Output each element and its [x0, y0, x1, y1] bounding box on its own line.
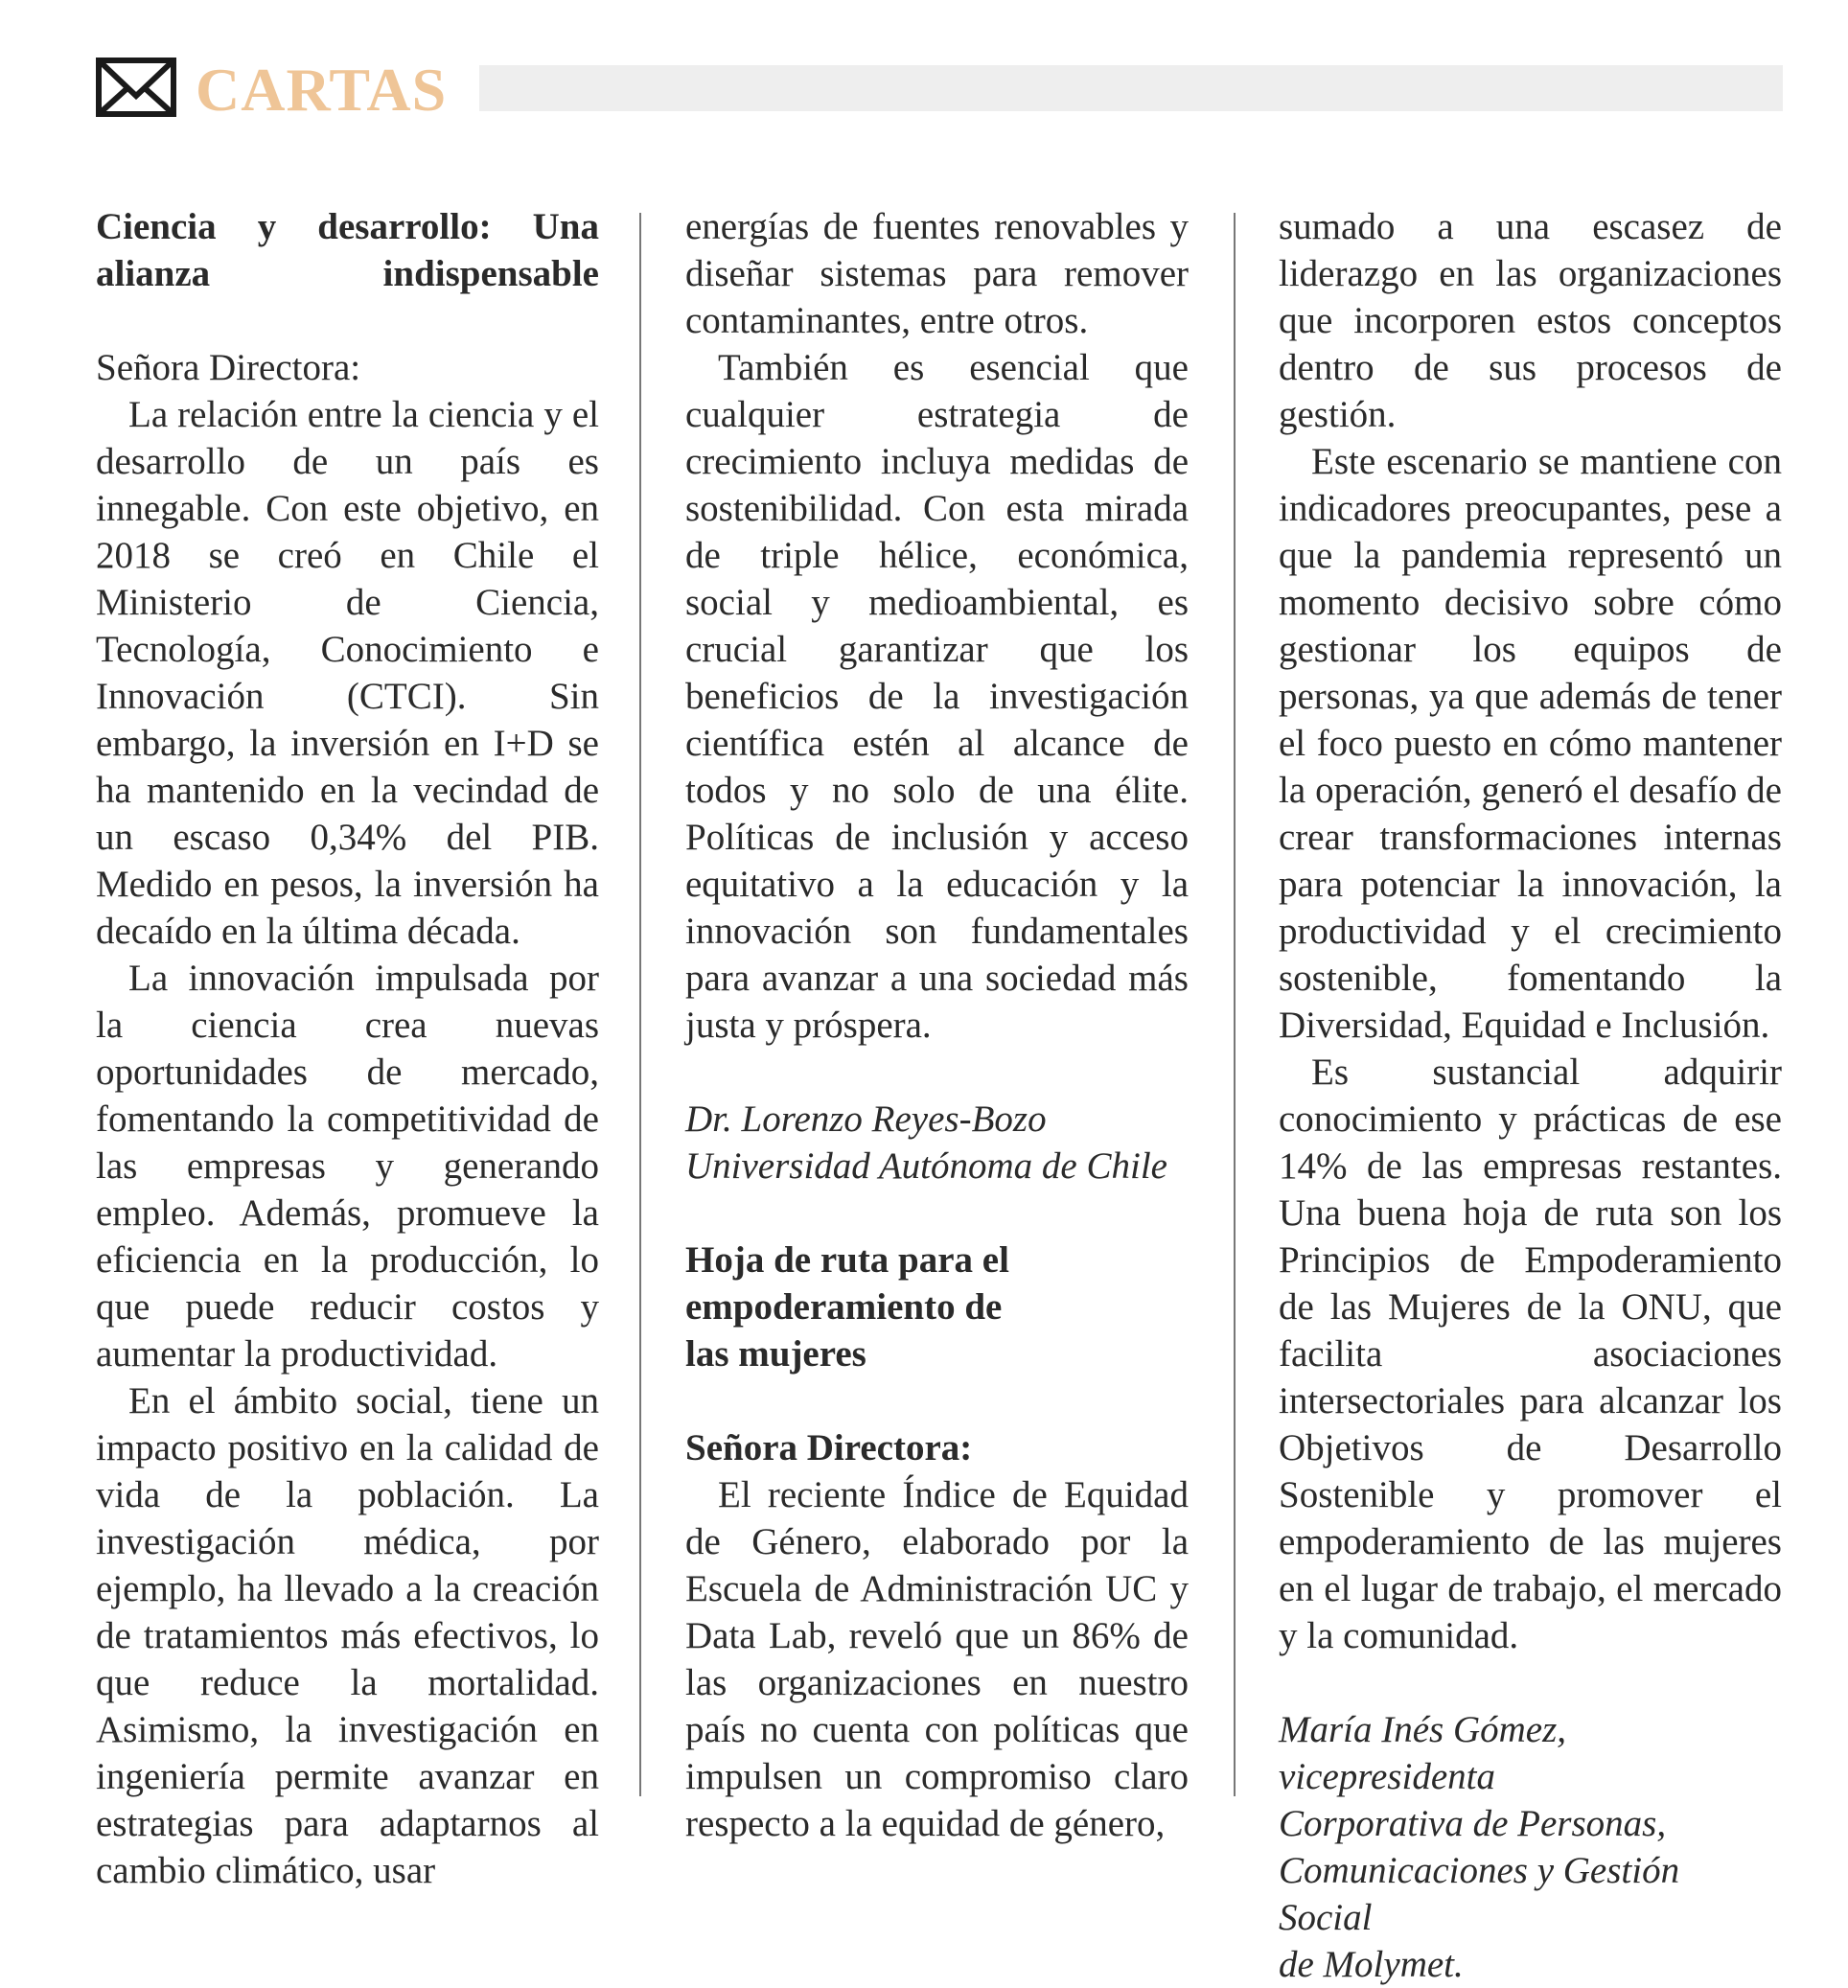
- column-1: [96, 203, 599, 1894]
- letter-2-paragraph: Es sustancial adquirir conocimiento y prácticas de ese 14% de las empresas restantes. Una buena hoja de ruta son los Principios de Empoderamiento de las Mujeres de la ONU, que facilita asociaciones intersectoriales para alcanzar los Objetivos de Desarrollo Sostenible y promover el empoderamiento de las mujeres en el lugar de trabajo, el mercado y la comunidad.: [1279, 1052, 1782, 1656]
- letter-2-title: Hoja de ruta para el empoderamiento de las mujeres: [685, 1239, 1009, 1375]
- letter-1-paragraph: La innovación impulsada por la ciencia crea nuevas oportunidades de mercado, fomentando la competitividad de las empresas y generando empleo. Además, promueve la eficiencia en la producción, lo que puede reducir costos y aumentar la productividad.: [96, 958, 599, 1375]
- letter-1-paragraph: También es esencial que cualquier estrategia de crecimiento incluya medidas de sostenibilidad. Con esta mirada de triple hélice, económica, social y medioambiental, es crucial garantizar que los beneficios de la investigación científica estén al alcance de todos y no solo de una élite. Políticas de inclusión y acceso equitativo a la educación y la innovación son fundamentales para avanzar a una sociedad más justa y próspera.: [685, 347, 1189, 1046]
- letter-1-paragraph-continued: energías de fuentes renovables y diseñar sistemas para remover contaminantes, entre otros.: [685, 206, 1189, 341]
- section-title: CARTAS: [196, 56, 448, 124]
- column-rule: [639, 213, 641, 1796]
- letter-1-title: Ciencia y desarrollo: Una alianza indispensable: [96, 206, 599, 294]
- envelope-icon: [96, 58, 176, 117]
- letter-1-affiliation: Universidad Autónoma de Chile: [685, 1145, 1167, 1187]
- section-header: [96, 56, 1783, 123]
- letter-1-paragraph: En el ámbito social, tiene un impacto positivo en la calidad de vida de la población. La investigación médica, por ejemplo, ha llevado a la creación de tratamientos más efectivos, lo que reduce la mortalidad. Asimismo, la investigación en ingeniería permite avanzar en estrategias para adaptarnos al cambio climático, usar: [96, 1380, 599, 1891]
- letter-2-paragraph: El reciente Índice de Equidad de Género, elaborado por la Escuela de Administración UC y Data Lab, reveló que un 86% de las organizaciones en nuestro país no cuenta con políticas que impulsen un compromiso claro respecto a la equidad de género,: [685, 1474, 1189, 1844]
- letter-1-salutation: Señora Directora:: [96, 347, 361, 388]
- letter-2-paragraph: Este escenario se mantiene con indicadores preocupantes, pese a que la pandemia representó un momento decisivo sobre cómo gestionar los equipos de personas, ya que además de tener el foco puesto en cómo mantener la operación, generó el desafío de crear transformaciones internas para potenciar la innovación, la productividad y el crecimiento sostenible, fomentando la Diversidad, Equidad e Inclusión.: [1279, 441, 1782, 1046]
- letter-2-signature: María Inés Gómez, vicepresidenta Corporativa de Personas, Comunicaciones y Gestión Social de Molymet.: [1279, 1709, 1680, 1985]
- column-rule: [1234, 213, 1236, 1796]
- letter-1-author: Dr. Lorenzo Reyes-Bozo: [685, 1098, 1047, 1140]
- header-divider-bar: [479, 65, 1783, 111]
- letter-2-paragraph-continued: sumado a una escasez de liderazgo en las organizaciones que incorporen estos conceptos dentro de sus procesos de gestión.: [1279, 206, 1782, 435]
- letter-1-paragraph: La relación entre la ciencia y el desarrollo de un país es innegable. Con este objetivo, en 2018 se creó en Chile el Ministerio de Ciencia, Tecnología, Conocimiento e Innovación (CTCI). Sin embargo, la inversión en I+D se ha mantenido en la vecindad de un escaso 0,34% del PIB. Medido en pesos, la inversión ha decaído en la última década.: [96, 394, 599, 952]
- column-3: [1279, 203, 1782, 1988]
- column-2: [685, 203, 1189, 1847]
- letter-2-salutation: Señora Directora:: [685, 1427, 973, 1468]
